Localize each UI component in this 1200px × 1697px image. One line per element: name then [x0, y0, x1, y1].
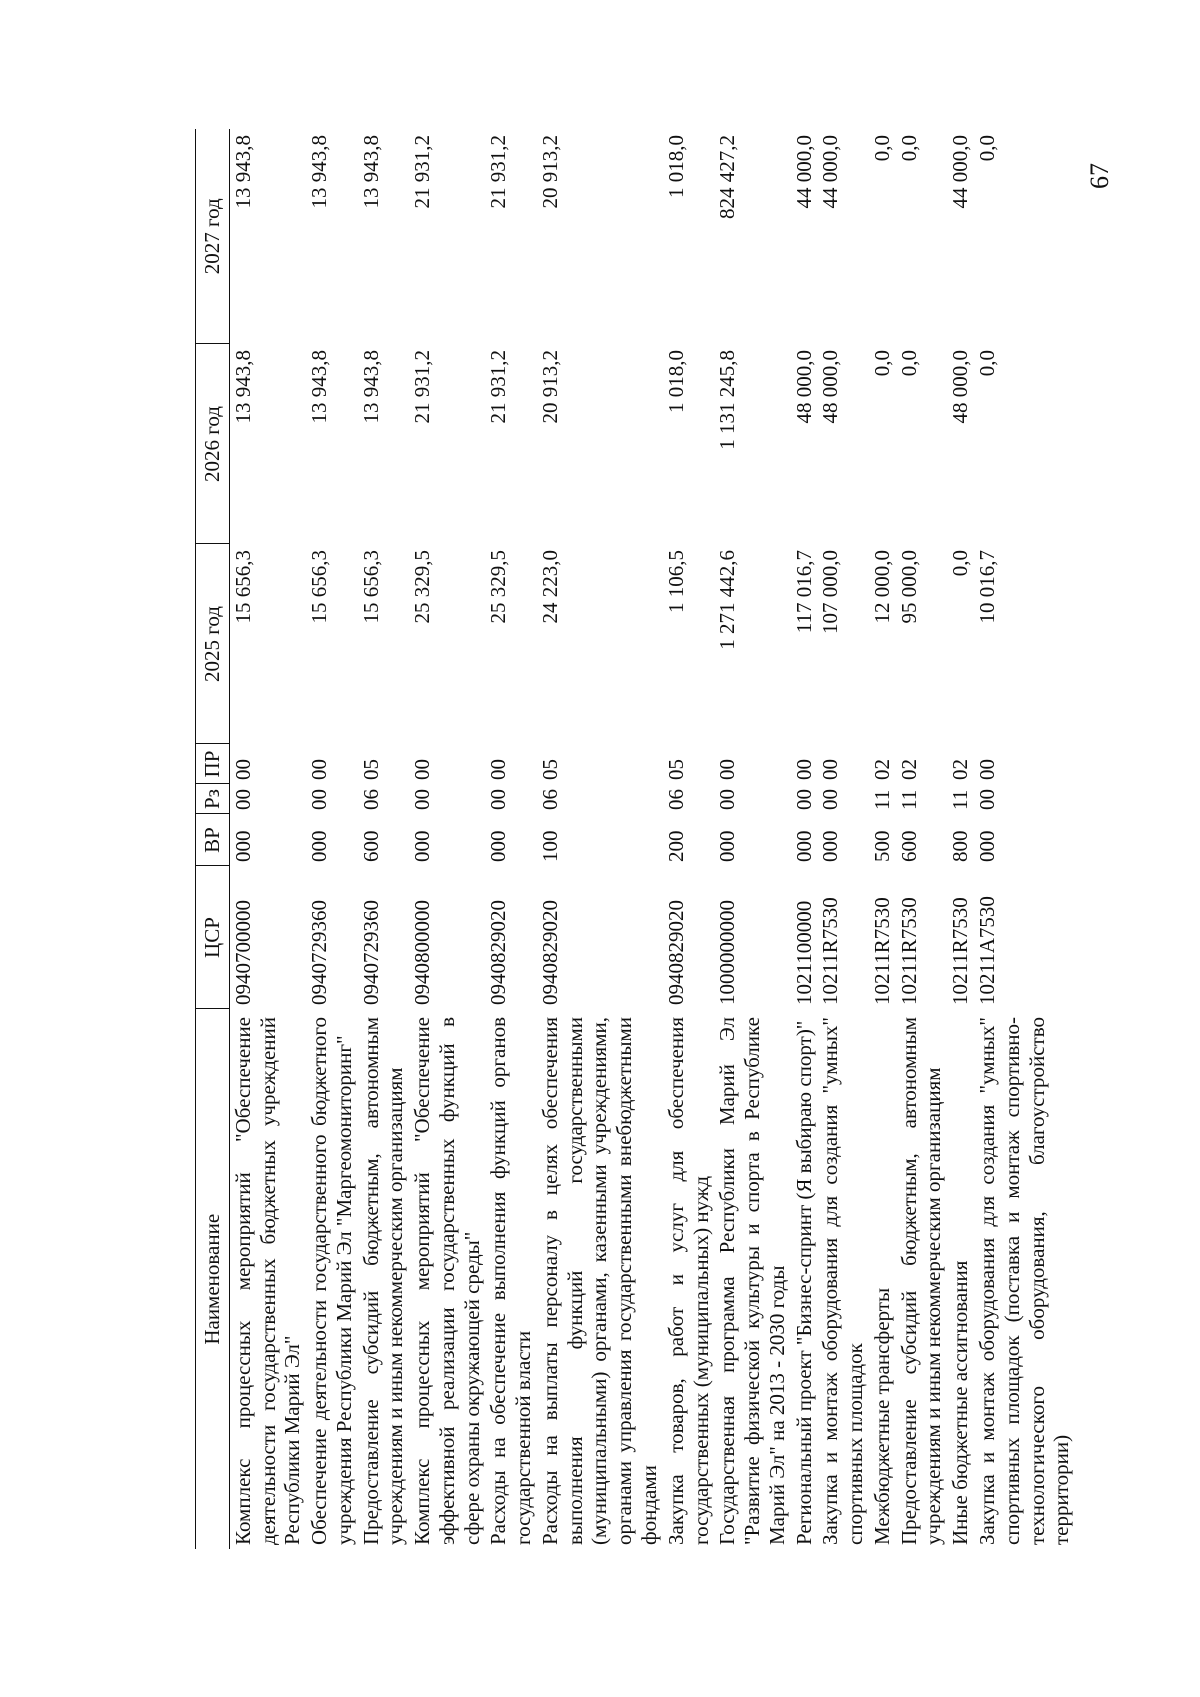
cell-vr: 100: [537, 830, 562, 862]
cell-csr: 0940729360: [358, 900, 383, 1005]
cell-csr: 0940800000: [410, 900, 435, 1005]
cell-vr: 800: [948, 830, 973, 862]
budget-table: [195, 129, 1075, 1549]
cell-rz: 00: [307, 789, 332, 810]
cell-2027: 44 000,0: [818, 135, 843, 209]
cell-name: Иные бюджетные ассигнования: [948, 1260, 973, 1545]
cell-rz: 00: [230, 789, 255, 810]
cell-pr: 00: [715, 759, 740, 780]
table-row: [869, 129, 896, 1549]
cell-2026: 13 943,8: [307, 350, 332, 424]
cell-rz: 00: [486, 789, 511, 810]
cell-csr: 10211R7530: [869, 897, 894, 1005]
cell-rz: 00: [974, 789, 999, 810]
cell-name: Закупка и монтаж оборудования для создания "умных" спортивных площадок (поставка и монтаж спортивно-технологического оборудования, благоустройство территории): [974, 1017, 1074, 1545]
cell-pr: 00: [818, 759, 843, 780]
table-row: [485, 129, 537, 1549]
cell-2026: 0,0: [974, 350, 999, 377]
cell-name: Комплекс процессных мероприятий "Обеспечение эффективной реализации государственных функций в сфере охраны окружающей среды": [410, 1017, 484, 1545]
cell-name: Обеспечение деятельности государственного бюджетного учреждения Республики Марий Эл "Маргеомониторинг": [307, 1017, 356, 1545]
cell-csr: 10211R7530: [948, 897, 973, 1005]
cell-2025: 95 000,0: [896, 550, 921, 624]
cell-csr: 10211R7530: [896, 897, 921, 1005]
col-header-vr: ВР: [196, 814, 230, 866]
cell-pr: 00: [230, 759, 255, 780]
col-header-name: Наименование: [196, 1009, 230, 1549]
cell-rz: 11: [869, 789, 894, 810]
cell-2027: 824 427,2: [715, 135, 740, 219]
cell-2026: 1 018,0: [663, 350, 688, 413]
cell-2027: 44 000,0: [791, 135, 816, 209]
cell-2025: 15 656,3: [358, 550, 383, 624]
cell-2026: 1 131 245,8: [715, 350, 740, 450]
cell-2026: 48 000,0: [791, 350, 816, 424]
cell-rz: 00: [410, 789, 435, 810]
cell-2025: 0,0: [948, 550, 973, 577]
cell-2026: 21 931,2: [486, 350, 511, 424]
table-row: [358, 129, 410, 1549]
cell-pr: 05: [537, 759, 562, 780]
cell-vr: 500: [869, 830, 894, 862]
table-header: [196, 129, 230, 1549]
cell-rz: 06: [358, 789, 383, 810]
cell-rz: 00: [791, 789, 816, 810]
table-row: [663, 129, 715, 1549]
col-header-2025: 2025 год: [196, 544, 230, 744]
col-header-2027: 2027 год: [196, 129, 230, 344]
cell-pr: 02: [948, 759, 973, 780]
cell-2027: 44 000,0: [948, 135, 973, 209]
col-header-csr: ЦСР: [196, 866, 230, 1009]
cell-2026: 21 931,2: [410, 350, 435, 424]
cell-csr: 0940700000: [230, 900, 255, 1005]
cell-vr: 000: [818, 830, 843, 862]
cell-2025: 12 000,0: [869, 550, 894, 624]
cell-2026: 20 913,2: [537, 350, 562, 424]
cell-vr: 200: [663, 830, 688, 862]
col-header-rz: Рз: [196, 784, 230, 814]
cell-name: Межбюджетные трансферты: [869, 1287, 894, 1545]
table-row: [714, 129, 790, 1549]
table-row: [306, 129, 358, 1549]
cell-2025: 1 271 442,6: [715, 550, 740, 650]
cell-vr: 000: [791, 830, 816, 862]
cell-pr: 00: [307, 759, 332, 780]
cell-csr: 0940729360: [307, 900, 332, 1005]
table-body: [229, 129, 1075, 1549]
cell-2026: 13 943,8: [358, 350, 383, 424]
table-row: [791, 129, 818, 1549]
cell-name: Государственная программа Республики Марий Эл "Развитие физической культуры и спорта в Республике Марий Эл" на 2013 - 2030 годы: [715, 1017, 789, 1545]
table-row: [537, 129, 663, 1549]
cell-pr: 00: [486, 759, 511, 780]
table-row: [409, 129, 485, 1549]
cell-name: Закупка товаров, работ и услуг для обеспечения государственных (муниципальных) нужд: [663, 1017, 713, 1545]
cell-2027: 0,0: [974, 135, 999, 162]
cell-pr: 00: [410, 759, 435, 780]
cell-2025: 25 329,5: [410, 550, 435, 624]
cell-vr: 000: [230, 830, 255, 862]
cell-csr: 0940829020: [663, 900, 688, 1005]
cell-csr: 10211R7530: [818, 897, 843, 1005]
cell-vr: 000: [307, 830, 332, 862]
cell-2026: 0,0: [896, 350, 921, 377]
cell-name: Предоставление субсидий бюджетным, автономным учреждениям и иным некоммерческим организациям: [896, 1017, 946, 1545]
cell-name: Закупка и монтаж оборудования для создания "умных" спортивных площадок: [818, 1017, 868, 1545]
cell-rz: 11: [948, 789, 973, 810]
cell-vr: 600: [358, 830, 383, 862]
cell-vr: 600: [896, 830, 921, 862]
table-row: [947, 129, 974, 1549]
cell-2025: 117 016,7: [791, 550, 816, 634]
cell-name: Расходы на выплаты персоналу в целях обеспечения выполнения функций государственными (муниципальными) органами, казенными учреждениями, органами управления государственными внебюджетными фондами: [537, 1017, 662, 1545]
cell-2027: 0,0: [869, 135, 894, 162]
table-row: [229, 129, 306, 1549]
cell-rz: 06: [537, 789, 562, 810]
cell-2025: 10 016,7: [974, 550, 999, 624]
cell-pr: 05: [663, 759, 688, 780]
cell-2025: 107 000,0: [818, 550, 843, 634]
cell-2026: 0,0: [869, 350, 894, 377]
cell-vr: 000: [715, 830, 740, 862]
header-row: [196, 129, 230, 1549]
cell-pr: 02: [896, 759, 921, 780]
cell-csr: 0940829020: [486, 900, 511, 1005]
cell-pr: 05: [358, 759, 383, 780]
table-row: [896, 129, 948, 1549]
cell-2025: 1 106,5: [663, 550, 688, 613]
cell-2026: 13 943,8: [230, 350, 255, 424]
table-row: [974, 129, 1075, 1549]
cell-vr: 000: [410, 830, 435, 862]
cell-vr: 000: [974, 830, 999, 862]
cell-2027: 13 943,8: [230, 135, 255, 209]
cell-2025: 15 656,3: [230, 550, 255, 624]
cell-csr: 10211A7530: [974, 896, 999, 1005]
cell-pr: 02: [869, 759, 894, 780]
page-number: 67: [1085, 163, 1114, 189]
cell-rz: 06: [663, 789, 688, 810]
cell-name: Комплекс процессных мероприятий "Обеспечение деятельности государственных бюджетных учреждений Республики Марий Эл": [230, 1017, 305, 1545]
cell-2026: 48 000,0: [948, 350, 973, 424]
cell-2025: 15 656,3: [307, 550, 332, 624]
cell-csr: 1000000000: [715, 900, 740, 1005]
cell-csr: 1021100000: [791, 900, 816, 1005]
cell-2027: 13 943,8: [307, 135, 332, 209]
table-row: [817, 129, 869, 1549]
cell-rz: 00: [818, 789, 843, 810]
cell-2027: 1 018,0: [663, 135, 688, 198]
cell-2027: 0,0: [896, 135, 921, 162]
cell-pr: 00: [791, 759, 816, 780]
cell-vr: 000: [486, 830, 511, 862]
cell-2026: 48 000,0: [818, 350, 843, 424]
cell-2027: 13 943,8: [358, 135, 383, 209]
cell-name: Региональный проект "Бизнес-спринт (Я выбираю спорт)": [791, 1020, 816, 1545]
cell-rz: 00: [715, 789, 740, 810]
col-header-pr: ПР: [196, 744, 230, 784]
cell-name: Расходы на обеспечение выполнения функций органов государственной власти: [486, 1017, 536, 1545]
cell-2027: 20 913,2: [537, 135, 562, 209]
cell-2027: 21 931,2: [410, 135, 435, 209]
cell-2027: 21 931,2: [486, 135, 511, 209]
cell-2025: 25 329,5: [486, 550, 511, 624]
cell-pr: 00: [974, 759, 999, 780]
cell-rz: 11: [896, 789, 921, 810]
cell-2025: 24 223,0: [537, 550, 562, 624]
cell-csr: 0940829020: [537, 900, 562, 1005]
col-header-2026: 2026 год: [196, 344, 230, 544]
cell-name: Предоставление субсидий бюджетным, автономным учреждениям и иным некоммерческим организациям: [358, 1017, 408, 1545]
